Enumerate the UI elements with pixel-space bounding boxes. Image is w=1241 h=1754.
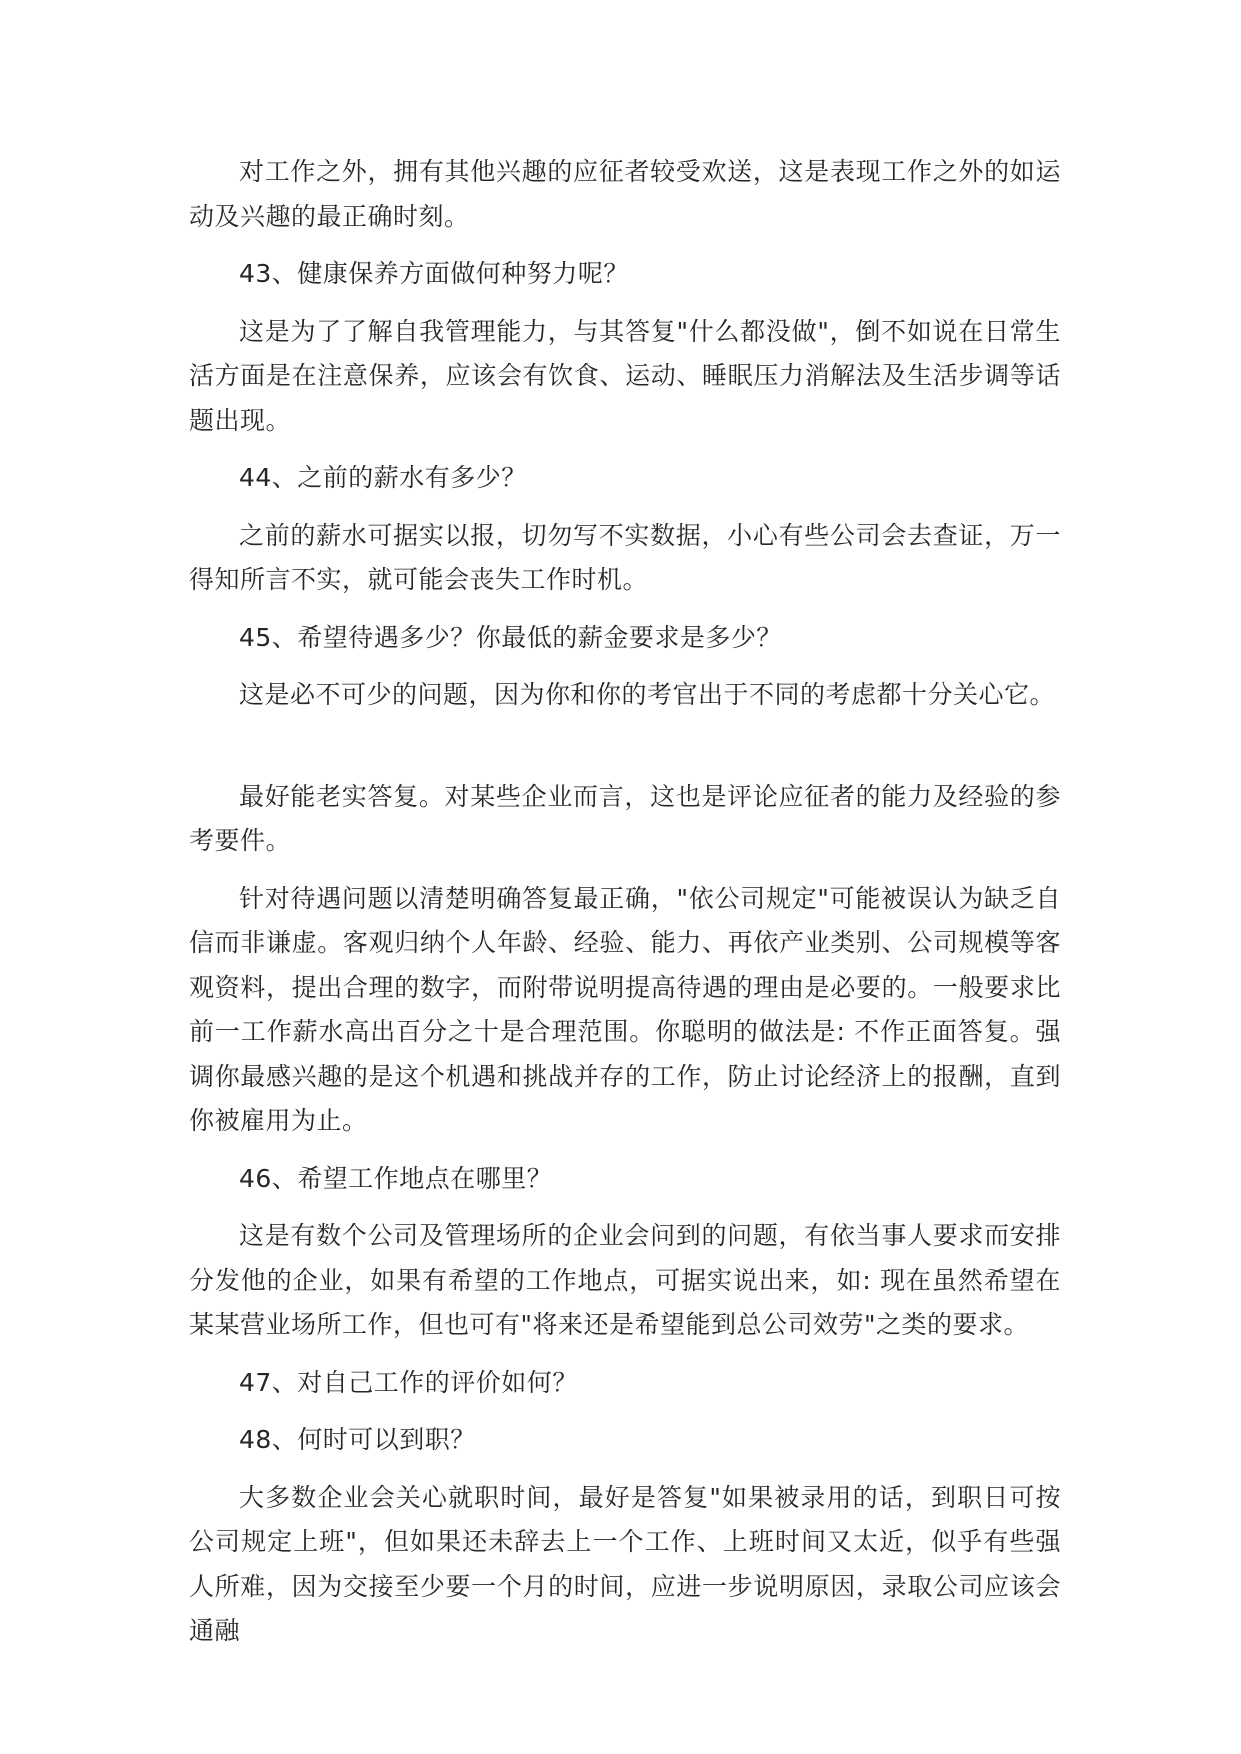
question-45: 45、希望待遇多少？你最低的薪金要求是多少？	[239, 622, 782, 652]
question-48: 48、何时可以到职？	[239, 1425, 476, 1454]
para-45-answer-1: 这是必不可少的问题，因为你和你的考官出于不同的考虑都十分关心它。	[239, 680, 1056, 709]
question-47: 47、对自己工作的评价如何？	[239, 1367, 578, 1397]
para-48-answer: 大多数企业会关心就职时间，最好是答复"如果被录用的话，到职日可按公司规定上班"，但如果还未辞去上一个工作、上班时间又太近，似乎有些强人所难，因为交接至少要一个月的时间，应进一步说明原因，录取公司应该会通融	[189, 1482, 1061, 1645]
para-hobbies-answer: 对工作之外，拥有其他兴趣的应征者较受欢送，这是表现工作之外的如运动及兴趣的最正确时刻。	[189, 157, 1061, 231]
question-43: 43、健康保养方面做何种努力呢？	[239, 259, 629, 288]
para-45-answer-2: 最好能老实答复。对某些企业而言，这也是评论应征者的能力及经验的参考要件。	[189, 781, 1061, 855]
blank-gap	[189, 731, 1061, 775]
document-page	[189, 150, 1061, 1667]
para-46-answer: 这是有数个公司及管理场所的企业会问到的问题，有依当事人要求而安排分发他的企业，如果有希望的工作地点，可据实说出来，如: 现在虽然希望在某某营业场所工作，但也可有"将来还是希望能到总公司效劳"之类的要求。	[189, 1221, 1061, 1339]
question-46: 46、希望工作地点在哪里？	[239, 1163, 553, 1193]
question-44: 44、之前的薪水有多少？	[239, 463, 527, 492]
para-45-answer-3: 针对待遇问题以清楚明确答复最正确，"依公司规定"可能被误认为缺乏自信而非谦虚。客观归纳个人年龄、经验、能力、再依产业类别、公司规模等客观资料，提出合理的数字，而附带说明提高待遇的理由是必要的。一般要求比前一工作薪水高出百分之十是合理范围。你聪明的做法是: 不作正面答复。强调你最感兴趣的是这个机遇和挑战并存的工作，防止讨论经济上的报酬，直到你被雇用为止。	[189, 883, 1061, 1135]
para-44-answer: 之前的薪水可据实以报，切勿写不实数据，小心有些公司会去查证，万一得知所言不实，就可能会丧失工作时机。	[189, 520, 1061, 594]
para-43-answer: 这是为了了解自我管理能力，与其答复"什么都没做"，倒不如说在日常生活方面是在注意保养，应该会有饮食、运动、睡眠压力消解法及生活步调等话题出现。	[189, 316, 1061, 435]
